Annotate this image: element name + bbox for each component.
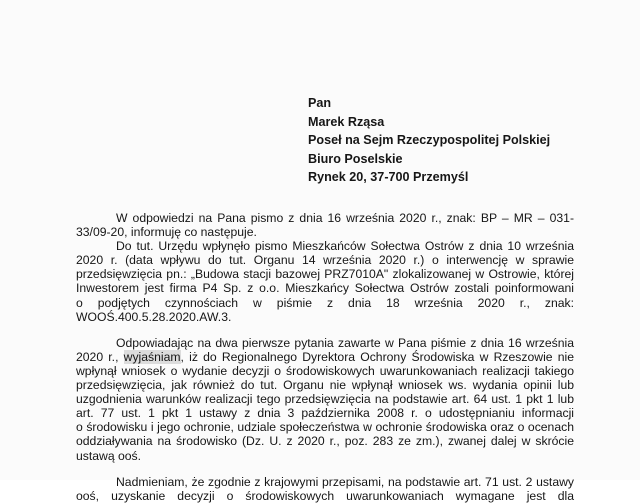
recipient-salutation: Pan <box>308 96 332 110</box>
paragraph-legal-note <box>76 475 574 503</box>
text-line: Nadmieniam, że zgodnie z krajowymi przepisami, na podstawie art. 71 ust. 2 ustawy <box>116 474 574 489</box>
text-line: przedsięwzięcia, jak również do tut. Organu nie wpłynął wniosek ws. wydania opinii lub <box>76 378 574 393</box>
text-line: wpłynął wniosek o wydanie decyzji o środowiskowych uwarunkowaniach realizacji takiego <box>76 363 574 378</box>
text-line: Inwestorem jest firma P4 Sp. z o.o. Mieszkańcy Sołectwa Ostrów zostali poinformowani <box>76 281 574 296</box>
paragraph-gap <box>76 324 574 336</box>
text-line <box>76 350 574 364</box>
text-line: 2020 r. (data wpływu do tut. Organu 14 września 2020 r.) o interwencję w sprawie <box>76 253 574 268</box>
text-line: przedsięwzięcia pn.: „Budowa stacji bazowej PRZ7010A" zlokalizowanej w Ostrowie, której <box>76 267 574 282</box>
text-line: 33/09-20, informuję co następuje. <box>76 225 257 240</box>
text-line: Do tut. Urzędu wpłynęło pismo Mieszkańców Sołectwa Ostrów z dnia 10 września <box>116 239 574 254</box>
paragraph-reply-reference <box>76 211 574 239</box>
recipient-address-block <box>308 94 608 187</box>
text-line: o środowisku i jego ochronie, udziale społeczeństwa w ochronie środowiska oraz o ocenach <box>76 420 574 435</box>
text-line: W odpowiedzi na Pana pismo z dnia 16 września 2020 r., znak: BP – MR – 031- <box>116 211 574 225</box>
recipient-name: Marek Rząsa <box>308 114 385 129</box>
text-line: o podjętych czynnościach w piśmie z dnia 18 września 2020 r., znak: <box>76 295 574 310</box>
text-line: art. 77 ust. 1 pkt 1 ustawy z dnia 3 października 2008 r. o udostępnianiu informacji <box>76 406 574 421</box>
recipient-title: Poseł na Sejm Rzeczypospolitej Polskiej <box>308 133 551 148</box>
paragraph-gap <box>76 463 574 475</box>
text-line: ooś, uzyskanie decyzji o środowiskowych uwarunkowaniach wymagane jest dla <box>76 488 574 503</box>
text-fragment: 2020 r., <box>76 349 124 364</box>
recipient-street-address: Rynek 20, 37-700 Przemyśl <box>308 170 469 185</box>
highlighted-word: wyjaśniam <box>123 349 181 364</box>
paragraph-explanation <box>76 336 574 463</box>
text-line: Odpowiadając na dwa pierwsze pytania zawarte w Pana piśmie z dnia 16 września <box>116 335 574 350</box>
text-line: oddziaływania na środowisko (Dz. U. z 2020 r., poz. 283 ze zm.), zwanej dalej w skrócie <box>76 434 574 449</box>
text-line: ustawą ooś. <box>76 448 142 463</box>
text-fragment: , iż do Regionalnego Dyrektora Ochrony Środowiska w Rzeszowie nie <box>180 349 574 364</box>
text-line: uzgodnienia warunków realizacji tego przedsięwzięcia na podstawie art. 64 ust. 1 pkt 1 lub <box>76 392 574 407</box>
paragraph-petition-info <box>76 239 574 324</box>
recipient-office: Biuro Poselskie <box>308 151 403 166</box>
text-line: WOOŚ.400.5.28.2020.AW.3. <box>76 309 232 324</box>
letter-body <box>76 211 574 503</box>
